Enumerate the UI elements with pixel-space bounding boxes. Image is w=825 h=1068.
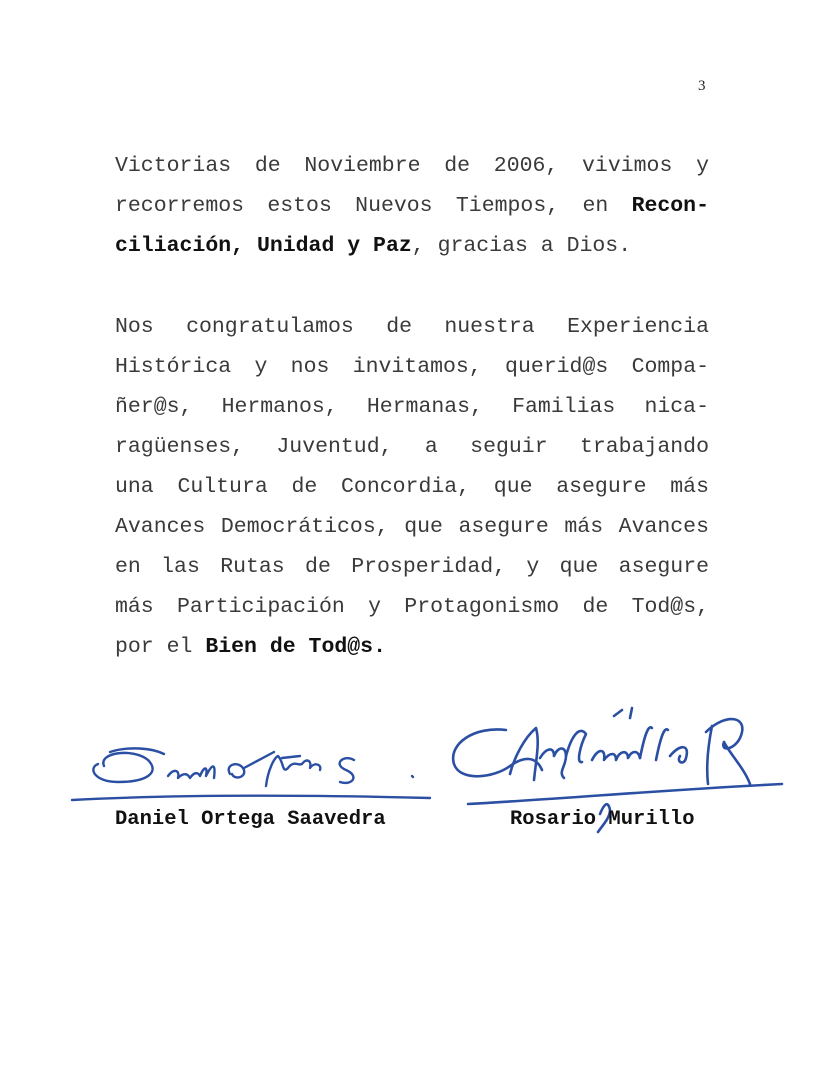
paragraph-2-line-3: ñer@s, Hermanos, Hermanas, Familias nica- [115,395,709,419]
left-signature [68,738,438,810]
signer-name-right: Rosario Murillo [510,808,695,831]
bold-comma: , [231,234,257,258]
paragraph-2-line-1: Nos congratulamos de nuestra Experiencia [115,315,709,339]
paragraph-2-line-8: más Participación y Protagonismo de Tod@s, [115,595,709,619]
paragraph-1-line-3 [115,226,709,266]
paragraph-2-line-9 [115,627,709,667]
paragraph-2-line-6: Avances Democráticos, que asegure más Avances [115,515,709,539]
paragraph-1-line-3-text: , gracias a Dios. [411,234,632,258]
bold-bien-de-todos: Bien de Tod@s [205,635,374,659]
bold-reconciliacion-start: Recon- [631,194,709,218]
bold-reconciliacion-end: ciliación [115,234,232,258]
paragraph-2 [115,307,709,667]
paragraph-2-line-2: Histórica y nos invitamos, querid@s Compa- [115,355,709,379]
paragraph-2-line-7: en las Rutas de Prosperidad, y que asegure [115,555,709,579]
paragraph-1 [115,146,709,266]
paragraph-2-line-4: ragüenses, Juventud, a seguir trabajando [115,435,709,459]
paragraph-2-line-5: una Cultura de Concordia, que asegure más [115,475,709,499]
page-number: 3 [698,78,706,94]
paragraph-1-line-2-text: recorremos estos Nuevos Tiempos, en [115,194,632,218]
paragraph-1-line-2 [115,186,709,226]
paragraph-2-line-9-text: por el [115,635,206,659]
signer-name-left: Daniel Ortega Saavedra [115,808,386,831]
paragraph-1-line-1: Victorias de Noviembre de 2006, vivimos y [115,154,709,178]
bold-period: . [373,635,386,659]
bold-unidad-y-paz: Unidad y Paz [256,234,412,258]
